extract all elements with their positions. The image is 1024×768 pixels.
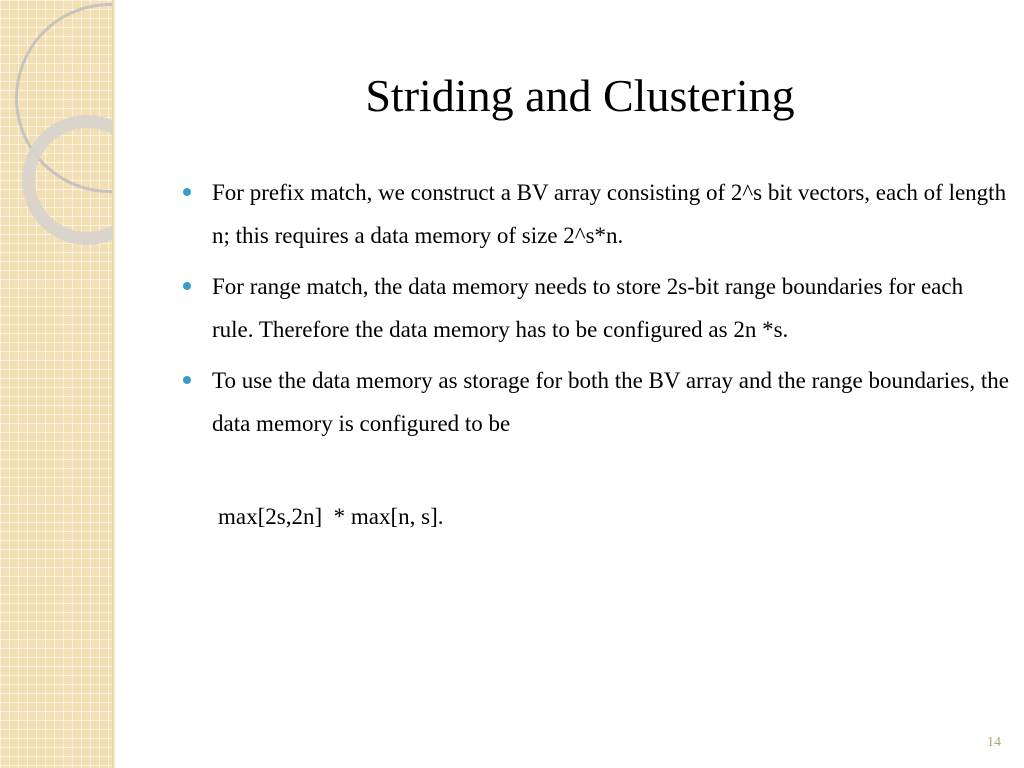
bullet-icon [183, 376, 191, 384]
bullet-text: To use the data memory as storage for both the BV array and the range boundaries, the data memory is configured to be [212, 368, 1009, 436]
bullet-icon [183, 188, 191, 196]
side-panel-edge [112, 0, 115, 768]
bullet-text: For range match, the data memory needs to store 2s-bit range boundaries for each rule. Therefore the data memory has to be configured as 2n *s. [212, 274, 964, 342]
page-number: 14 [987, 735, 1001, 750]
formula-line: max[2s,2n] * max[n, s]. [218, 504, 444, 529]
bullet-list [180, 171, 1010, 453]
decorative-side-panel [0, 0, 113, 768]
slide-title: Striding and Clustering [365, 70, 795, 121]
bullet-item [180, 171, 1010, 257]
bullet-item [180, 359, 1010, 445]
bullet-icon [183, 282, 191, 290]
bullet-text: For prefix match, we construct a BV array consisting of 2^s bit vectors, each of length n; this requires a data memory of size 2^s*n. [212, 180, 1007, 248]
bullet-item [180, 265, 1010, 351]
